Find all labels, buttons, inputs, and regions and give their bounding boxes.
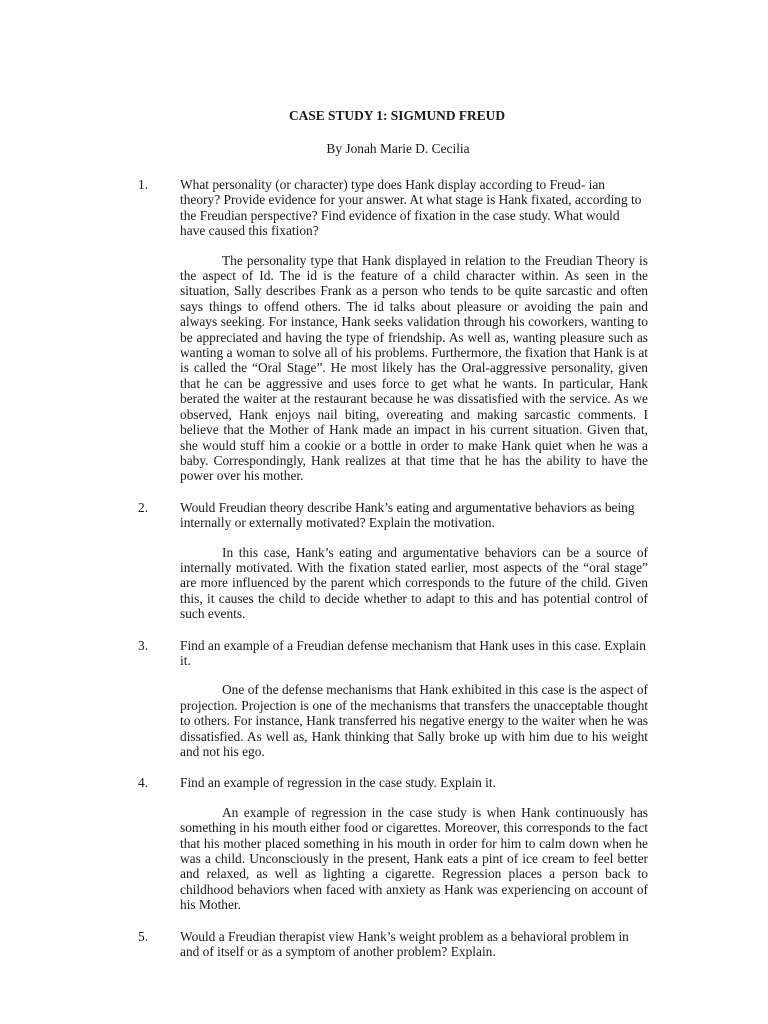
qa-item-1	[138, 177, 648, 484]
question-number: 4.	[138, 775, 149, 791]
answer-4: An example of regression in the case study is when Hank continuously has something in his mouth either food or cigarettes. Moreover, this corresponds to the fact that his mother placed something in his mouth in order for him to calm down when he was a child. Unconsciously in the present, Hank eats a pint of ice cream to feel better and relaxed, as well as lighting a cigarette. Regression places a person back to childhood behaviors when faced with anxiety as Hank was experiencing on account of his Mother.	[180, 804, 648, 913]
question-2	[138, 500, 648, 531]
qa-item-5	[138, 929, 648, 960]
question-number: 3.	[138, 637, 149, 653]
question-text: Find an example of regression in the case study. Explain it.	[180, 775, 496, 791]
answer-3: One of the defense mechanisms that Hank exhibited in this case is the aspect of projection. Projection is one of the mechanisms that transfers the unacceptable thought to others. For instance, Hank transferred his negative energy to the waiter when he was dissatisfied. As well as, Hank thinking that Sally broke up with him due to his weight and not his ego.	[180, 682, 648, 759]
question-text: What personality (or character) type does Hank display according to Freud- ian theory? Provide evidence for your answer. At what stage is Hank fixated, according to the Freudian perspective? Find evidence of fixation in the case study. What would have caused this fixation?	[180, 177, 642, 239]
document-title: CASE STUDY 1: SIGMUND FREUD	[288, 108, 505, 123]
question-number: 5.	[138, 928, 149, 944]
question-number: 2.	[138, 499, 149, 515]
question-4	[138, 775, 648, 790]
qa-item-3	[138, 638, 648, 760]
qa-item-2	[138, 500, 648, 622]
qa-item-4	[138, 775, 648, 912]
question-number: 1.	[138, 177, 149, 192]
question-text: Would Freudian theory describe Hank’s eating and argumentative behaviors as being internally or externally motivated? Explain the motivation.	[180, 499, 635, 531]
answer-2: In this case, Hank’s eating and argumentative behaviors can be a source of internally motivated. With the fixation stated earlier, most aspects of the “oral stage” are more influenced by the parent which corresponds to the future of the child. Given this, it causes the child to decide whether to adapt to this and has potential control of such events.	[180, 544, 648, 622]
answer-1: The personality type that Hank displayed in relation to the Freudian Theory is the aspect of Id. The id is the feature of a child character within. As seen in the situation, Sally describes Frank as a person who tends to be quite sarcastic and often says things to offend others. The id talks about pleasure or avoiding the pain and always seeking. For instance, Hank seeks validation through his coworkers, wanting to be appreciated and having the type of friendship. As well as, wanting pleasure such as wanting a woman to solve all of his problems. Furthermore, the fixation that Hank is at is called the “Oral Stage”. He most likely has the Oral-aggressive personality, given that he can be aggressive and uses force to get what he wants. In particular, Hank berated the waiter at the restaurant because he was dissatisfied with the service. As we observed, Hank enjoys nail biting, overeating and making sarcastic comments. I believe that the Mother of Hank made an impact in his current situation. Given that, she would stuff him a cookie or a bottle in order to make Hank quiet when he was a baby. Correspondingly, Hank realizes at that time that he has the ability to have the power over his mother.	[180, 252, 648, 484]
question-5	[138, 929, 648, 960]
question-text: Would a Freudian therapist view Hank’s weight problem as a behavioral problem in and of itself or as a symptom of another problem? Explain.	[180, 928, 629, 960]
question-1	[138, 177, 648, 239]
question-text: Find an example of a Freudian defense mechanism that Hank uses in this case. Explain it.	[180, 637, 646, 668]
document-author: By Jonah Marie D. Cecilia	[326, 141, 470, 156]
question-3	[138, 638, 648, 669]
